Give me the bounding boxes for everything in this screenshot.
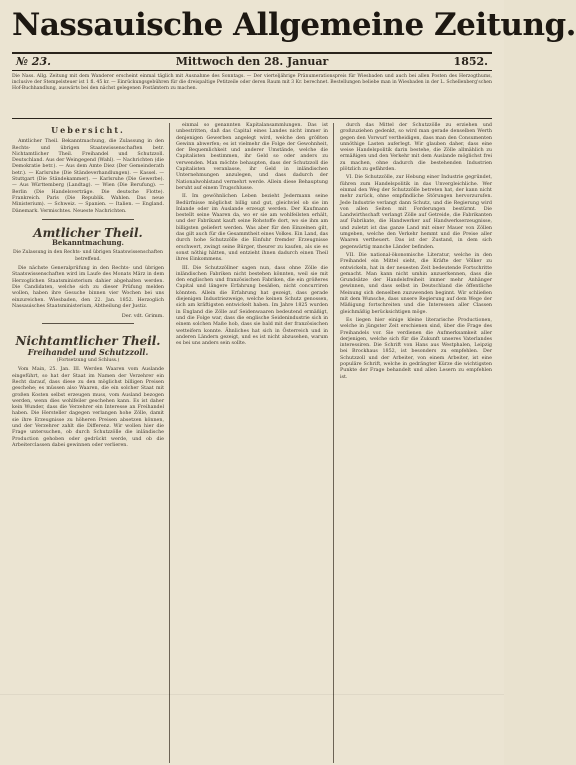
column-right — [340, 123, 492, 763]
right-paragraph: VII. Die national-ökonomische Literatur, welche in den Freihandel ein Mittel sieht, die Kräfte der Völker zu entwickeln, hat in der neuesten Zeit bedeutende Fortschritte gemacht. Man kann nicht umhin anzuerkennen, dass die Grundsätze der Handelsfreiheit immer mehr Anhänger gewinnen, und dass selbst in Deutschland die öffentliche Meinung sich denselben zuzuwenden beginnt. Wir schließen mit dem Wunsche, dass unsere Regierung auf dem Wege der Mäßigung fortschreiten und die Interessen aller Classen gleichmäßig berücksichtigen möge. — [340, 252, 492, 315]
bekanntmachung-text: Die nächste Generalprüfung in den Rechts- und übrigen Staatswissenschaften wird im Laufe des Monats März in dem Herzoglichen Staatsministerium dahier abgehalten werden. Die Candidaten, welche sich zu dieser Prüfung melden wollen, haben ihre Gesuche binnen vier Wochen bei uns einzureichen. Wiesbaden, den 22. Jan. 1852. Herzoglich Nassauisches Staatsministerium, Abtheilung der Justiz. — [12, 266, 164, 309]
signature: Der. vdt. Grimm. — [121, 313, 164, 320]
nichtamtlicher-heading: Nichtamtlicher Theil. — [15, 334, 161, 349]
bekanntmachung-heading: Bekanntmachung. — [52, 238, 124, 248]
issue-number: № 23. — [16, 55, 51, 68]
middle-paragraph: III. Die Schutzzöllner sagen nun, dass ohne Zölle die inländischen Fabriken nicht bestehen könnten, weil sie mit den englischen und französischen Fabriken, die ein größeres Capital und längere Erfahrung besäßen, nicht concurriren könnten. Allein die Erfahrung hat gezeigt, dass gerade diejenigen Industriezweige, welche keinen Schutz genossen, sich am kräftigsten entwickelt haben. Im Jahre 1825 wurden in England die Zölle auf Seidenwaaren bedeutend ermäßigt, und die Folge war, dass die englische Seidenindustrie sich in einem solchen Maße hob, dass sie bald mit der französischen wetteifern konnte. Ähnliches hat sich in Österreich und in anderen Ländern gezeigt, und es ist nicht abzusehen, warum es bei uns anders sein sollte. — [176, 265, 328, 347]
column-middle — [176, 123, 334, 763]
issue-year: 1852. — [453, 55, 488, 68]
right-paragraph: durch das Mittel der Schutzzölle zu erziehen und großzuziehen gedenkt, so wird man gerade denselben Werth gegen den Vorwurf vertheidigen, dass man den Consumenten unnöthige Lasten auferlegt. Wir glauben daher, dass eine weise Handelspolitik darin bestehe, die Zölle allmählich zu ermäßigen und den Verkehr mit dem Auslande möglichst frei zu machen, ohne dadurch die bestehenden Industrien plötzlich zu gefährden. — [340, 123, 492, 173]
columns — [12, 123, 492, 763]
middle-paragraph: II. Im gewöhnlichen Leben bezieht Jedermann seine Bedürfnisse möglichst billig und gut, gleichviel ob sie im Inlande oder im Auslande erzeugt werden. Der Kaufmann bestellt seine Waaren da, wo er sie am wohlfeilsten erhält, und der Fabrikant kauft seine Rohstoffe dort, wo sie ihm am billigsten geliefert werden. Was aber für den Einzelnen gilt, das gilt auch für die Gesammtheit eines Volkes. Ein Land, das durch hohe Schutzzölle die Einfuhr fremder Erzeugnisse erschwert, zwingt seine Bürger, theurer zu kaufen, als sie es sonst nöthig hätten, und entzieht ihnen dadurch einen Theil ihres Einkommens. — [176, 194, 328, 263]
overview-text: Amtlicher Theil. Bekanntmachung, die Zulassung in den Rechts- und übrigen Staatswissenschaften betr. Nichtamtlicher Theil. Freihandel und Schutzzoll. Deutschland. Aus der Weingegend (Wahl). — Nachrichten (die Demokratie betr.). — Aus dem Amte Diez (Der Gemeinderath betr.). — Karlsruhe (Die Ständeverhandlungen). — Kassel. — Stuttgart (Die Ständekammer). — Karlsruhe (Die Gewerbe). — Aus Württemberg (Landtag). — Wien (Die Berufung). — Berlin (Die Handelsverträge. Die deutsche Flotte). Frankreich. Paris (Die Republik. Wahlen. Das neue Ministerium). — Schweiz. — Spanien. — Italien. — England. Dänemark. Vermischtes. Neueste Nachrichten. — [12, 139, 164, 214]
divider — [42, 219, 134, 220]
masthead-title: Nassauische Allgemeine Zeitung. — [12, 7, 576, 43]
column-left — [12, 123, 170, 763]
divider — [42, 323, 134, 324]
dateline — [12, 52, 492, 71]
bekanntmachung-subtitle: Die Zulassung in den Rechts- und übrigen Staatswissenschaften betreffend. — [13, 250, 163, 262]
subscription-notice: Die Nass. Allg. Zeitung mit dem Wanderer erscheint einmal täglich mit Ausnahme des Sonntags. — Der vierteljährige Pränumerationspreis für Wiesbaden und auch bei allen Posten des Herzogthums, inclusive der Stempelsteuer ist 1 fl. 45 kr. — Einrückungsgebühren für die dreispaltige Petitzeile oder deren Raum mit 3 Kr. berechnet. Bestellungen beliebe man in Wiesbaden in der L. Schellenberg'schen Hof-Buchhandlung, auswärts bei den nächst gelegenen Postämtern zu machen. — [12, 74, 492, 119]
paper-fold — [0, 694, 504, 695]
freihandel-subtitle: (Fortsetzung und Schluss.) — [56, 358, 120, 364]
freihandel-heading: Freihandel und Schutzzoll. — [27, 346, 149, 357]
amtlicher-heading: Amtlicher Theil. — [33, 225, 143, 240]
right-paragraph: VI. Die Schutzzölle, zur Hebung einer Industrie gegründet, führen zum Handelspolitik in das Unvergleichliche. Wer einmal den Weg der Schutzzölle betreten hat, der kann nicht mehr zurück, ohne empfindliche Störungen hervorzurufen. Jede Industrie verlangt dann Schutz, und die Regierung wird von allen Seiten mit Forderungen bestürmt. Die Landwirthschaft verlangt Zölle auf Getreide, die Fabrikanten auf Fabrikate, die Handwerker auf Handwerkserzeugnisse, und zuletzt ist das ganze Land mit einer Mauer von Zöllen umgeben, welche den Verkehr hemmt und die Preise aller Waaren vertheuert. Das ist der Zustand, in dem sich gegenwärtig manche Länder befinden. — [340, 175, 492, 250]
middle-paragraph: einmal so genannten Kapitalansammlungen. Das ist unbestritten, daß das Capital eines Landes nicht immer in denjenigen Gewerben angelegt wird, welche den größten Gewinn abwerfen; es ist vielmehr die Folge der Gewohnheit, der Bequemlichkeit und anderer Umstände, welche die Capitalisten bestimmen, ihr Geld so oder anders zu verwenden. Man möchte behaupten, dass der Schutzzoll die Capitalisten veranlasse, ihr Geld in inländischen Unternehmungen anzulegen, und dass dadurch der Nationalwohlstand vermehrt werde. Allein diese Behauptung beruht auf einem Trugschlusse. — [176, 123, 328, 191]
issue-date: Mittwoch den 28. Januar — [175, 55, 329, 68]
overview-heading: Uebersicht. — [51, 125, 125, 135]
right-paragraph: Es liegen hier einige kleine literarische Productionen, welche in jüngster Zeit erschienen sind, über die Frage des Freihandels vor. Sie verdienen die Aufmerksamkeit aller derjenigen, welche sich für die Zukunft unseres Vaterlandes interessiren. Die Schrift von Hans aus Westphalen, Leipzig bei Brockhaus 1852, ist besonders zu empfehlen. Der Schutzzoll und der Arbeiter, von einem Arbeiter, ist eine populäre Schrift, welche in gedrängter Kürze die wichtigsten Punkte der Frage behandelt und allen Lesern zu empfehlen ist. — [340, 317, 492, 380]
freihandel-text: Vom Main, 25. Jan. III. Werden Waaren vom Auslande eingeführt, so hat der Staat im Namen der Verzehrer ein Recht darauf, dass diese zu den möglichst billigen Preisen geschehe; es müssen also Waaren, die ein solcher Staat mit großen Kosten selbst erzeugen muss, vom Ausland bezogen werden, wenn dies wohlfeiler geschehen kann. Es ist daher kein Wunder, dass die Verzehrer ein Interesse an Freihandel haben. Die Hersteller dagegen verlangen hohe Zölle, damit sie ihre Erzeugnisse zu höheren Preisen absetzen können, und der Verzehrer zahlt die Differenz. Wir wollen hier die Frage untersuchen, ob durch Schutzzölle die inländische Production gehoben oder gedrückt werde, und ob die Arbeiterclassen dabei gewinnen oder verlieren. — [12, 367, 164, 448]
